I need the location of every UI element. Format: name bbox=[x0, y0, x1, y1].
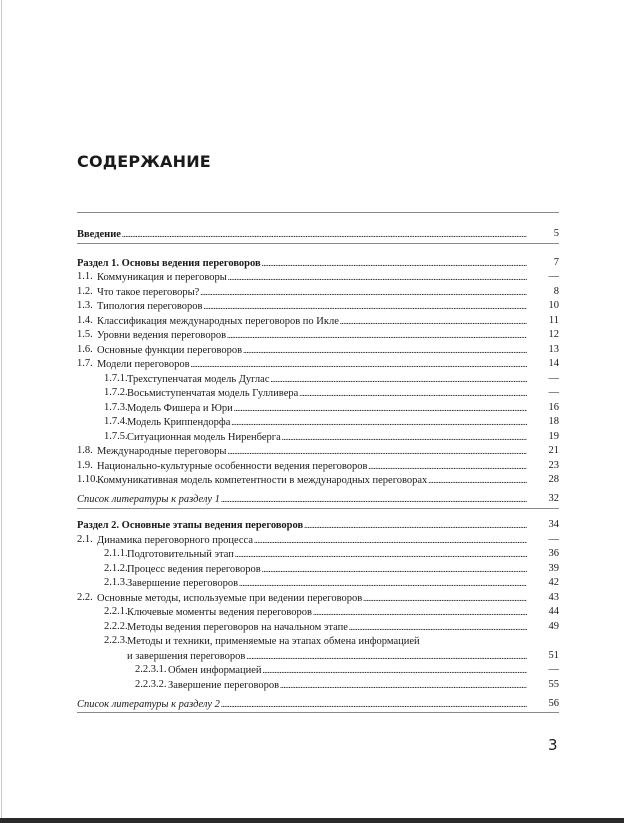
toc-entry-title: Ключевые моменты ведения переговоров . . . bbox=[127, 605, 527, 620]
toc-entry-title: Ситуационная модель Ниренберга . . . bbox=[127, 430, 527, 445]
toc-entry-number: 1.5. bbox=[77, 329, 93, 340]
toc-entry[interactable] bbox=[77, 401, 559, 415]
toc-entry-number: 2.2.3.2. bbox=[135, 679, 167, 690]
toc-entry-page: 11 bbox=[548, 315, 559, 326]
toc-entry[interactable] bbox=[77, 357, 559, 371]
toc-entry-page: — bbox=[548, 534, 559, 545]
toc-entry-title: и завершения переговоров . . . bbox=[127, 649, 527, 664]
toc-entry[interactable] bbox=[77, 459, 559, 473]
toc-entry[interactable] bbox=[77, 270, 559, 284]
toc-entry-title: Модели переговоров . . . bbox=[97, 357, 527, 372]
toc-entry-page: 19 bbox=[548, 431, 559, 442]
toc-entry-page: — bbox=[548, 664, 559, 675]
toc-entry-number: 2.2.3.1. bbox=[135, 664, 167, 675]
toc-entry-page: 32 bbox=[548, 493, 559, 504]
toc-entry[interactable] bbox=[77, 430, 559, 444]
toc-entry-page: 14 bbox=[548, 358, 559, 369]
toc-entry[interactable] bbox=[77, 314, 559, 328]
toc-entry-page: 16 bbox=[548, 402, 559, 413]
toc-entry-title: Список литературы к разделу 2 . . . bbox=[77, 697, 527, 712]
toc-entry[interactable] bbox=[77, 415, 559, 429]
toc-entry[interactable] bbox=[77, 547, 559, 561]
toc-entry-page: 12 bbox=[548, 329, 559, 340]
toc-entry-number: 2.1.3. bbox=[104, 577, 128, 588]
toc-entry-number: 2.1.1. bbox=[104, 548, 128, 559]
separator-top bbox=[77, 212, 559, 213]
toc-entry-page: 5 bbox=[553, 228, 559, 239]
toc-entry[interactable] bbox=[77, 620, 559, 634]
toc-entry-page: — bbox=[548, 387, 559, 398]
toc-entry-number: 1.10. bbox=[77, 474, 98, 485]
toc-entry-number: 1.6. bbox=[77, 344, 93, 355]
toc-entry-page: 42 bbox=[548, 577, 559, 588]
toc-entry-page: 56 bbox=[548, 698, 559, 709]
page-bottom-edge bbox=[0, 818, 624, 823]
toc-entry-number: 1.7.4. bbox=[104, 416, 128, 427]
toc-entry-page: 36 bbox=[548, 548, 559, 559]
separator-bottom bbox=[77, 712, 559, 713]
toc-entry[interactable] bbox=[77, 285, 559, 299]
toc-entry-page: 39 bbox=[548, 563, 559, 574]
toc-entry-number: 1.7.5. bbox=[104, 431, 128, 442]
toc-entry-title: Основные функции переговоров . . . bbox=[97, 343, 527, 358]
toc-entry-title: Коммуникация и переговоры . . . bbox=[97, 270, 527, 285]
toc-entry-page: — bbox=[548, 373, 559, 384]
toc-entry[interactable] bbox=[77, 227, 559, 241]
toc-entry-title: Международные переговоры . . . bbox=[97, 444, 527, 459]
toc-entry[interactable] bbox=[77, 256, 559, 270]
toc-entry-page: 21 bbox=[548, 445, 559, 456]
toc-entry-title: Методы ведения переговоров на начальном этапе . . . bbox=[127, 620, 527, 635]
toc-entry[interactable] bbox=[77, 386, 559, 400]
toc-entry-title: Национально-культурные особенности ведения переговоров . . . bbox=[97, 459, 527, 474]
toc-entry-title: Динамика переговорного процесса . . . bbox=[97, 533, 527, 548]
toc-entry[interactable] bbox=[77, 328, 559, 342]
toc-entry-number: 2.1. bbox=[77, 534, 93, 545]
toc-entry-number: 1.3. bbox=[77, 300, 93, 311]
toc-entry-page: 23 bbox=[548, 460, 559, 471]
toc-entry-number: 1.8. bbox=[77, 445, 93, 456]
toc-entry-number: 1.1. bbox=[77, 271, 93, 282]
toc-entry-number: 1.7.1. bbox=[104, 373, 128, 384]
toc-entry-page: — bbox=[548, 271, 559, 282]
toc-entry-number: 2.2.2. bbox=[104, 621, 128, 632]
toc-entry-page: 55 bbox=[548, 679, 559, 690]
toc-entry-title: Завершение переговоров . . . bbox=[127, 576, 527, 591]
toc-entry-title: Обмен информацией . . . bbox=[168, 663, 527, 678]
page-title: СОДЕРЖАНИЕ bbox=[77, 152, 211, 171]
toc-entry[interactable] bbox=[77, 372, 559, 386]
toc-entry-number: 1.9. bbox=[77, 460, 93, 471]
toc-entry-title: Основные методы, используемые при ведении переговоров . . . bbox=[97, 591, 527, 606]
toc-entry-title: Процесс ведения переговоров . . . bbox=[127, 562, 527, 577]
toc-entry[interactable] bbox=[77, 697, 559, 711]
toc-entry[interactable] bbox=[77, 492, 559, 506]
toc-entry-page: 34 bbox=[548, 519, 559, 530]
separator-section-1 bbox=[77, 508, 559, 509]
toc-entry-page: 44 bbox=[548, 606, 559, 617]
toc-entry-number: 1.2. bbox=[77, 286, 93, 297]
toc-entry-title: Введение . . . bbox=[77, 227, 527, 242]
toc-entry-title: Список литературы к разделу 1 . . . bbox=[77, 492, 527, 507]
toc-entry-number: 1.4. bbox=[77, 315, 93, 326]
toc-entry[interactable] bbox=[77, 533, 559, 547]
page-number: 3 bbox=[548, 736, 558, 754]
toc-entry-title: Завершение переговоров . . . bbox=[168, 678, 527, 693]
toc-entry-title: Уровни ведения переговоров . . . bbox=[97, 328, 527, 343]
toc-entry-title: Типология переговоров . . . bbox=[97, 299, 527, 314]
toc-entry-page: 18 bbox=[548, 416, 559, 427]
toc-entry-page: 13 bbox=[548, 344, 559, 355]
page-left-edge bbox=[1, 0, 2, 818]
toc-entry-title: Коммуникативная модель компетентности в международных переговорах . . . bbox=[97, 473, 527, 488]
toc-entry-page: 8 bbox=[553, 286, 559, 297]
toc-entry-title: Раздел 2. Основные этапы ведения переговоров . . . bbox=[77, 518, 527, 533]
separator-intro bbox=[77, 243, 559, 244]
toc-entry[interactable] bbox=[77, 343, 559, 357]
toc-entry[interactable] bbox=[77, 591, 559, 605]
toc-entry-number: 1.7. bbox=[77, 358, 93, 369]
toc-entry-title: Классификация международных переговоров по Икле . . . bbox=[97, 314, 527, 329]
toc-entry[interactable] bbox=[77, 605, 559, 619]
toc-entry[interactable] bbox=[77, 634, 559, 648]
toc-entry-title: Раздел 1. Основы ведения переговоров . . . bbox=[77, 256, 527, 271]
toc-entry[interactable] bbox=[77, 444, 559, 458]
toc-entry[interactable] bbox=[77, 299, 559, 313]
toc-entry-page: 10 bbox=[548, 300, 559, 311]
toc-entry-page: 7 bbox=[553, 257, 559, 268]
toc-entry-number: 2.2. bbox=[77, 592, 93, 603]
toc-entry[interactable] bbox=[77, 576, 559, 590]
toc-entry-number: 1.7.3. bbox=[104, 402, 128, 413]
toc-entry-title: Модель Фишера и Юри . . . bbox=[127, 401, 527, 416]
toc-entry-title: Трехступенчатая модель Дуглас . . . bbox=[127, 372, 527, 387]
toc-entry-title: Восьмиступенчатая модель Гулливера . . . bbox=[127, 386, 527, 401]
toc-entry[interactable] bbox=[77, 518, 559, 532]
toc-entry-number: 2.2.1. bbox=[104, 606, 128, 617]
toc-entry-page: 43 bbox=[548, 592, 559, 603]
toc-entry-title: Что такое переговоры? . . . bbox=[97, 285, 527, 300]
toc-entry-page: 51 bbox=[548, 650, 559, 661]
toc-entry-title: Модель Криппендорфа . . . bbox=[127, 415, 527, 430]
toc-entry[interactable] bbox=[77, 663, 559, 677]
toc-entry-number: 2.1.2. bbox=[104, 563, 128, 574]
toc-entry-title: Методы и техники, применяемые на этапах обмена информацией bbox=[127, 636, 420, 647]
toc-entry-page: 28 bbox=[548, 474, 559, 485]
toc-entry-number: 2.2.3. bbox=[104, 635, 128, 646]
toc-entry-page: 49 bbox=[548, 621, 559, 632]
toc-entry[interactable] bbox=[77, 649, 559, 663]
toc-entry[interactable] bbox=[77, 678, 559, 692]
toc-entry[interactable] bbox=[77, 562, 559, 576]
toc-entry[interactable] bbox=[77, 473, 559, 487]
toc-entry-number: 1.7.2. bbox=[104, 387, 128, 398]
toc-entry-title: Подготовительный этап . . . bbox=[127, 547, 527, 562]
